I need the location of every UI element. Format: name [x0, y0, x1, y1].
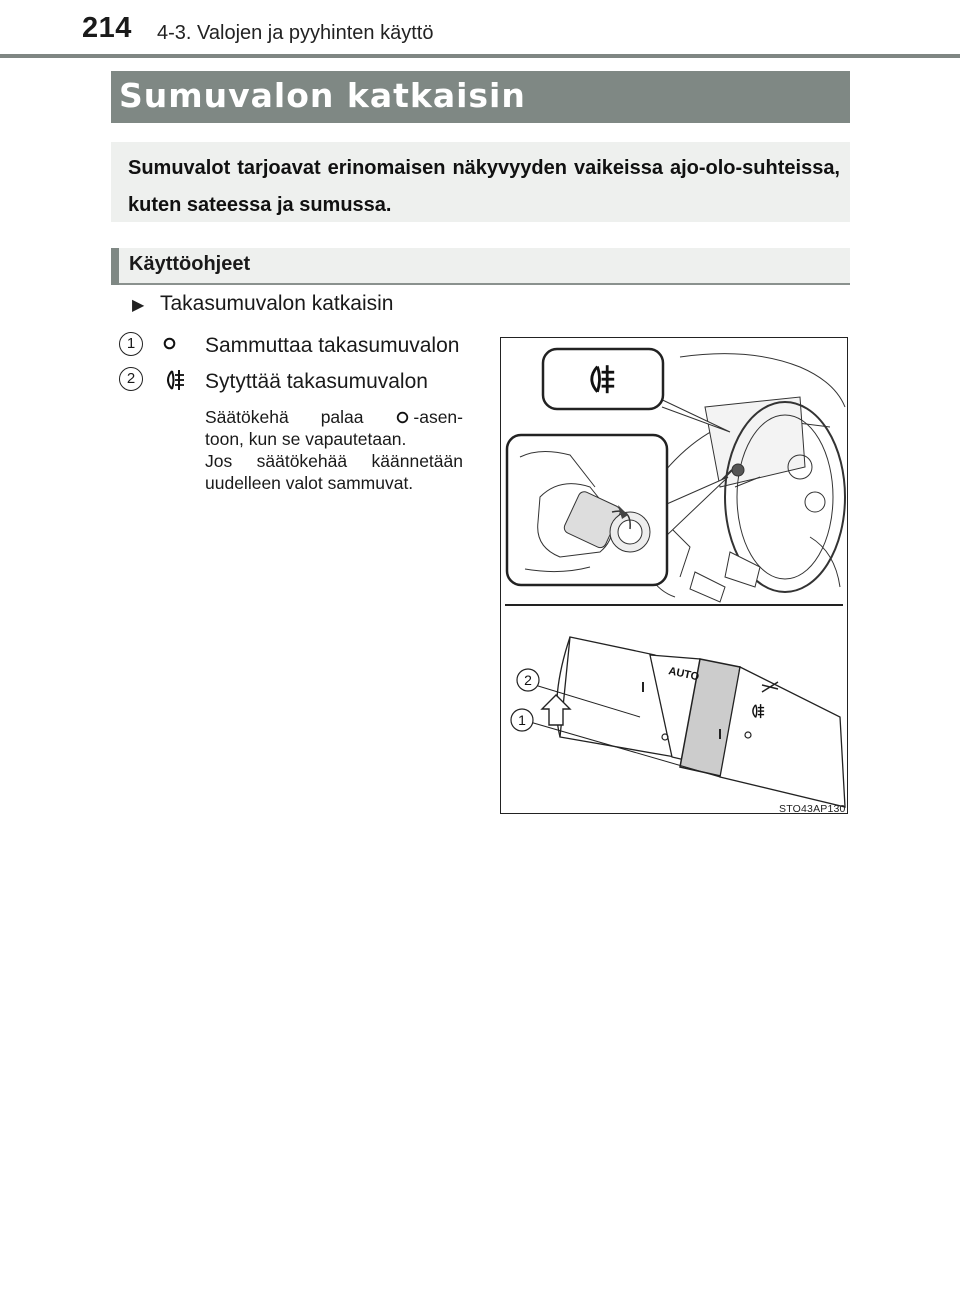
callout-2-label: 2: [524, 672, 532, 688]
note-line1-suffix: -asen-: [413, 407, 463, 427]
item-number-1: 1: [119, 332, 143, 356]
rear-fog-light-icon: [161, 367, 187, 393]
bullet-triangle-icon: ▶: [132, 297, 145, 314]
dashboard-drawing: [650, 354, 845, 602]
note-line2: toon, kun se vapautetaan.: [205, 429, 407, 449]
note-line4: uudelleen valot sammuvat.: [205, 473, 414, 493]
page-number: 214: [82, 12, 132, 44]
figure-caption: STO43AP130: [779, 803, 846, 815]
zoom-bubble-hand: [507, 435, 728, 585]
note-line1-word1: Säätökehä: [205, 407, 289, 427]
item-2-text: Sytyttää takasumuvalon: [205, 370, 428, 393]
callout-2: [517, 669, 539, 691]
callout-1-label: 1: [518, 712, 526, 728]
note-text: [205, 406, 463, 494]
note-line3-word1: Jos: [205, 451, 233, 471]
section-title: Sumuvalon katkaisin: [119, 76, 526, 115]
callout-1: [511, 709, 533, 731]
switch-auto-label: AUTO: [667, 665, 701, 684]
note-line3-word2: säätökehää: [256, 451, 348, 471]
off-position-icon: [163, 337, 176, 350]
running-head: 4-3. Valojen ja pyyhinten käyttö: [157, 22, 434, 44]
note-line3-word3: käännetään: [371, 451, 463, 471]
item-1-text: Sammuttaa takasumuvalon: [205, 334, 460, 357]
header-rule: [0, 54, 960, 58]
intro-text: Sumuvalot tarjoavat erinomaisen näkyvyyden vaikeissa ajo-olo-suhteissa, kuten sateessa ja sumussa.: [128, 157, 840, 216]
off-position-icon: [396, 411, 409, 424]
subheading-accent: [111, 248, 119, 285]
note-line1-word2: palaa: [320, 407, 364, 427]
note-line1-word3: [396, 406, 463, 428]
item-number-2: 2: [119, 367, 143, 391]
switch-closeup: [525, 637, 845, 807]
subheading: Käyttöohjeet: [129, 253, 251, 275]
fog-switch-illustration: [500, 337, 848, 814]
bullet-text: Takasumuvalon katkaisin: [160, 292, 394, 315]
zoom-bubble-top: [543, 349, 730, 432]
